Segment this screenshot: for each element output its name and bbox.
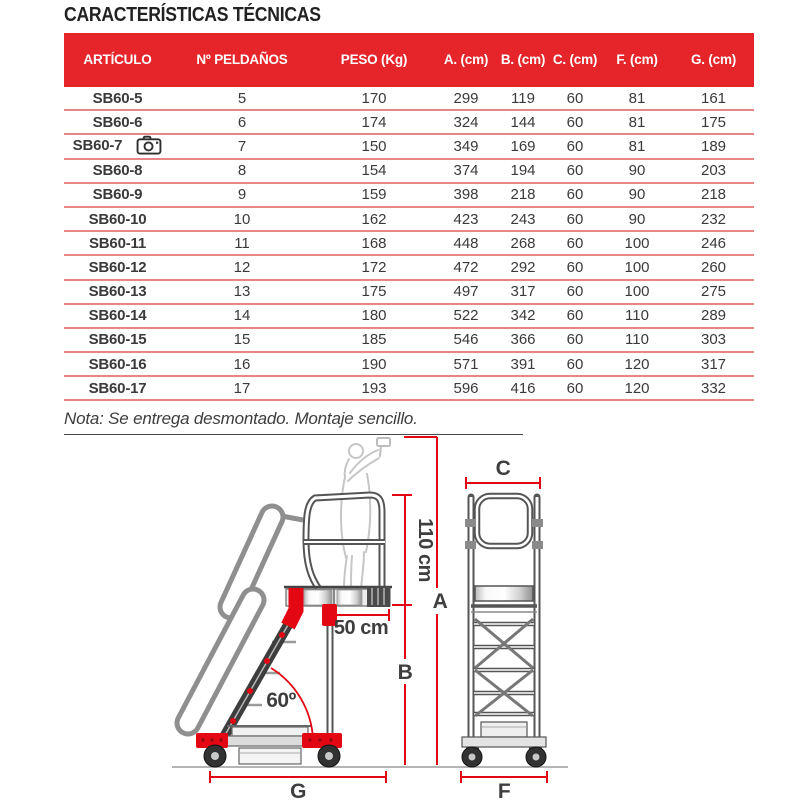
cell-value: 303 <box>700 331 727 349</box>
value-cell <box>601 255 673 279</box>
column-header: Nº PELDAÑOS <box>171 33 313 87</box>
value-cell <box>313 255 435 279</box>
value-cell <box>549 134 601 158</box>
cell-value: 193 <box>361 379 387 397</box>
value-cell <box>549 376 601 400</box>
platform-front <box>471 586 537 612</box>
value-cell <box>171 110 313 134</box>
camera-icon <box>136 135 162 155</box>
cell-value: 100 <box>624 234 650 252</box>
cell-value: 175 <box>700 113 727 131</box>
cell-value: 150 <box>361 137 387 155</box>
cell-value: 497 <box>453 283 479 301</box>
cell-value: 194 <box>510 162 536 180</box>
cell-value: 13 <box>233 283 251 301</box>
cell-value: 546 <box>453 331 479 349</box>
column-header: F. (cm) <box>601 33 673 87</box>
article-code: SB60-13 <box>88 283 147 301</box>
value-cell <box>673 87 754 110</box>
cell-value: 90 <box>628 186 646 204</box>
cell-value: 9 <box>237 186 247 204</box>
cell-value: 14 <box>233 307 251 325</box>
cell-value: 218 <box>700 186 727 204</box>
value-cell <box>673 159 754 183</box>
value-cell <box>673 231 754 255</box>
value-cell <box>601 134 673 158</box>
guardrail-loop-front <box>465 496 543 549</box>
article-code: SB60-7 <box>72 137 123 155</box>
value-cell <box>549 255 601 279</box>
value-cell <box>435 352 497 376</box>
cell-value: 110 <box>625 331 649 349</box>
value-cell <box>601 159 673 183</box>
cell-value: 12 <box>233 258 251 276</box>
specs-table-header <box>64 33 754 87</box>
value-cell <box>171 207 313 231</box>
value-cell <box>549 280 601 304</box>
value-cell <box>171 231 313 255</box>
value-cell <box>313 87 435 110</box>
value-cell <box>497 376 549 400</box>
cell-value: 423 <box>453 210 479 228</box>
cell-value: 190 <box>361 355 387 373</box>
value-cell <box>435 159 497 183</box>
cell-value: 60 <box>566 210 584 228</box>
value-cell <box>601 87 673 110</box>
value-cell <box>549 159 601 183</box>
cell-value: 170 <box>361 89 387 107</box>
value-cell <box>673 110 754 134</box>
dim-label-a: A <box>432 590 448 613</box>
dimension-c <box>466 457 540 489</box>
article-cell <box>64 110 171 134</box>
dim-label-angle: 60º <box>266 689 296 712</box>
value-cell <box>435 110 497 134</box>
column-header: PESO (Kg) <box>313 33 435 87</box>
table-row <box>64 328 754 352</box>
article-code: SB60-16 <box>88 355 147 373</box>
cell-value: 232 <box>700 210 727 228</box>
cell-value: 90 <box>628 210 646 228</box>
table-row <box>64 352 754 376</box>
table-row <box>64 183 754 207</box>
base-side <box>196 726 342 767</box>
dimension-a <box>404 437 453 765</box>
value-cell <box>313 159 435 183</box>
cell-value: 120 <box>624 355 650 373</box>
value-cell <box>549 183 601 207</box>
value-cell <box>313 304 435 328</box>
article-cell <box>64 352 171 376</box>
cell-value: 169 <box>510 137 536 155</box>
cell-value: 60 <box>566 89 584 107</box>
cell-value: 15 <box>233 331 251 349</box>
value-cell <box>601 328 673 352</box>
value-cell <box>497 280 549 304</box>
cell-value: 8 <box>237 162 247 180</box>
value-cell <box>435 280 497 304</box>
cell-value: 60 <box>566 234 584 252</box>
value-cell <box>673 280 754 304</box>
front-view-drawing <box>462 496 546 767</box>
value-cell <box>601 207 673 231</box>
value-cell <box>313 328 435 352</box>
article-cell <box>64 134 171 158</box>
value-cell <box>497 110 549 134</box>
value-cell <box>313 280 435 304</box>
value-cell <box>497 183 549 207</box>
cell-value: 159 <box>361 186 387 204</box>
cell-value: 180 <box>361 307 387 325</box>
value-cell <box>171 255 313 279</box>
article-cell <box>64 304 171 328</box>
cell-value: 175 <box>361 283 387 301</box>
value-cell <box>171 352 313 376</box>
column-header: C. (cm) <box>549 33 601 87</box>
cell-value: 60 <box>566 307 584 325</box>
value-cell <box>435 328 497 352</box>
value-cell <box>549 304 601 328</box>
value-cell <box>497 304 549 328</box>
cell-value: 119 <box>511 89 535 107</box>
cell-value: 120 <box>624 379 650 397</box>
cell-value: 571 <box>453 355 479 373</box>
value-cell <box>497 134 549 158</box>
value-cell <box>549 231 601 255</box>
cell-value: 11 <box>234 234 250 252</box>
cell-value: 154 <box>361 162 387 180</box>
value-cell <box>171 134 313 158</box>
cell-value: 81 <box>628 113 646 131</box>
cell-value: 332 <box>700 379 727 397</box>
cell-value: 398 <box>453 186 479 204</box>
value-cell <box>497 159 549 183</box>
red-elbow-joint <box>288 588 296 626</box>
dimension-50cm <box>331 609 389 639</box>
article-code: SB60-9 <box>92 186 143 204</box>
article-cell <box>64 183 171 207</box>
value-cell <box>601 304 673 328</box>
cell-value: 218 <box>510 186 536 204</box>
specs-table-body <box>64 87 754 400</box>
value-cell <box>497 255 549 279</box>
article-code: SB60-11 <box>89 234 146 252</box>
value-cell <box>549 207 601 231</box>
dim-label-c: C <box>495 457 511 480</box>
cell-value: 299 <box>453 89 479 107</box>
value-cell <box>313 183 435 207</box>
cell-value: 60 <box>566 331 584 349</box>
cell-value: 60 <box>566 355 584 373</box>
value-cell <box>497 87 549 110</box>
value-cell <box>497 207 549 231</box>
table-row <box>64 207 754 231</box>
value-cell <box>673 304 754 328</box>
cell-value: 185 <box>361 331 387 349</box>
cell-value: 243 <box>510 210 536 228</box>
cell-value: 289 <box>700 307 727 325</box>
cell-value: 317 <box>510 283 536 301</box>
column-header: B. (cm) <box>497 33 549 87</box>
value-cell <box>497 352 549 376</box>
value-cell <box>601 352 673 376</box>
article-cell <box>64 231 171 255</box>
cell-value: 174 <box>361 113 387 131</box>
value-cell <box>549 328 601 352</box>
article-code: SB60-6 <box>92 113 143 131</box>
dim-label-110cm: 110 cm <box>414 518 436 582</box>
value-cell <box>435 304 497 328</box>
value-cell <box>171 183 313 207</box>
value-cell <box>435 376 497 400</box>
cell-value: 60 <box>566 162 584 180</box>
value-cell <box>313 207 435 231</box>
article-code: SB60-10 <box>88 210 147 228</box>
cell-value: 260 <box>700 258 727 276</box>
cell-value: 60 <box>566 258 584 276</box>
cell-value: 349 <box>453 137 479 155</box>
cell-value: 189 <box>700 137 727 155</box>
cell-value: 100 <box>624 258 650 276</box>
table-row <box>64 87 754 110</box>
cell-value: 60 <box>566 186 584 204</box>
value-cell <box>313 134 435 158</box>
article-code: SB60-17 <box>88 379 147 397</box>
article-cell <box>64 376 171 400</box>
cell-value: 391 <box>510 355 536 373</box>
cell-value: 342 <box>510 307 536 325</box>
article-cell <box>64 255 171 279</box>
article-cell <box>64 328 171 352</box>
cell-value: 472 <box>453 258 479 276</box>
assembly-note: Nota: Se entrega desmontado. Montaje sencillo. <box>64 409 523 435</box>
table-row <box>64 110 754 134</box>
cell-value: 172 <box>361 258 387 276</box>
value-cell <box>313 231 435 255</box>
value-cell <box>497 231 549 255</box>
dim-label-50cm: 50 cm <box>333 617 389 639</box>
cell-value: 292 <box>510 258 536 276</box>
table-row <box>64 280 754 304</box>
cell-value: 5 <box>237 89 247 107</box>
article-code: SB60-8 <box>92 162 143 180</box>
cell-value: 10 <box>233 210 251 228</box>
table-row <box>64 231 754 255</box>
header-row <box>64 33 754 87</box>
cell-value: 448 <box>453 234 479 252</box>
value-cell <box>171 280 313 304</box>
cell-value: 110 <box>625 307 649 325</box>
value-cell <box>549 110 601 134</box>
rungs-front <box>474 624 534 714</box>
column-header: A. (cm) <box>435 33 497 87</box>
cell-value: 16 <box>233 355 251 373</box>
cell-value: 268 <box>510 234 536 252</box>
value-cell <box>601 183 673 207</box>
cell-value: 522 <box>453 307 479 325</box>
article-code: SB60-15 <box>88 331 147 349</box>
value-cell <box>673 183 754 207</box>
value-cell <box>171 376 313 400</box>
article-cell <box>64 87 171 110</box>
column-header: G. (cm) <box>673 33 754 87</box>
cell-value: 100 <box>624 283 650 301</box>
value-cell <box>673 376 754 400</box>
table-row <box>64 134 754 158</box>
value-cell <box>601 280 673 304</box>
value-cell <box>435 255 497 279</box>
cell-value: 7 <box>237 137 247 155</box>
value-cell <box>673 134 754 158</box>
cell-value: 416 <box>510 379 536 397</box>
value-cell <box>497 328 549 352</box>
cell-value: 374 <box>453 162 479 180</box>
value-cell <box>171 87 313 110</box>
article-cell <box>64 207 171 231</box>
table-row <box>64 159 754 183</box>
base-front <box>462 722 546 767</box>
cell-value: 275 <box>700 283 727 301</box>
value-cell <box>435 231 497 255</box>
cell-value: 366 <box>510 331 536 349</box>
cell-value: 60 <box>566 113 584 131</box>
technical-drawing <box>0 435 800 800</box>
value-cell <box>673 352 754 376</box>
dimension-g <box>210 771 386 800</box>
article-code: SB60-12 <box>88 258 147 276</box>
value-cell <box>313 352 435 376</box>
table-row <box>64 255 754 279</box>
value-cell <box>313 376 435 400</box>
page-title: CARACTERÍSTICAS TÉCNICAS <box>64 4 321 26</box>
dimension-b <box>394 605 417 765</box>
value-cell <box>435 207 497 231</box>
cell-value: 60 <box>566 379 584 397</box>
value-cell <box>435 87 497 110</box>
dim-label-g: G <box>290 780 306 800</box>
value-cell <box>601 376 673 400</box>
dimension-f <box>461 771 547 800</box>
table-row <box>64 376 754 400</box>
dim-label-b: B <box>397 661 413 684</box>
value-cell <box>435 134 497 158</box>
cell-value: 168 <box>361 234 387 252</box>
cell-value: 60 <box>566 137 584 155</box>
value-cell <box>549 352 601 376</box>
cell-value: 81 <box>628 137 646 155</box>
cell-value: 90 <box>628 162 646 180</box>
cell-value: 6 <box>237 113 247 131</box>
cell-value: 246 <box>700 234 727 252</box>
cell-value: 144 <box>510 113 536 131</box>
cell-value: 203 <box>700 162 727 180</box>
cross-bracing <box>475 619 533 716</box>
cell-value: 161 <box>700 89 727 107</box>
column-header: ARTÍCULO <box>64 33 171 87</box>
cell-value: 596 <box>453 379 479 397</box>
value-cell <box>549 87 601 110</box>
value-cell <box>601 231 673 255</box>
value-cell <box>673 255 754 279</box>
value-cell <box>171 328 313 352</box>
dim-label-f: F <box>497 780 511 800</box>
cell-value: 17 <box>233 379 251 397</box>
cell-value: 60 <box>566 283 584 301</box>
value-cell <box>673 328 754 352</box>
cell-value: 162 <box>361 210 387 228</box>
cell-value: 81 <box>628 89 646 107</box>
value-cell <box>171 159 313 183</box>
side-view-drawing <box>188 438 392 767</box>
value-cell <box>313 110 435 134</box>
value-cell <box>601 110 673 134</box>
article-cell <box>64 159 171 183</box>
article-code: SB60-14 <box>88 307 147 325</box>
specs-table <box>64 33 754 401</box>
article-code: SB60-5 <box>92 89 143 107</box>
value-cell <box>171 304 313 328</box>
value-cell <box>673 207 754 231</box>
cell-value: 317 <box>700 355 727 373</box>
table-row <box>64 304 754 328</box>
value-cell <box>435 183 497 207</box>
article-cell <box>64 280 171 304</box>
cell-value: 324 <box>453 113 479 131</box>
